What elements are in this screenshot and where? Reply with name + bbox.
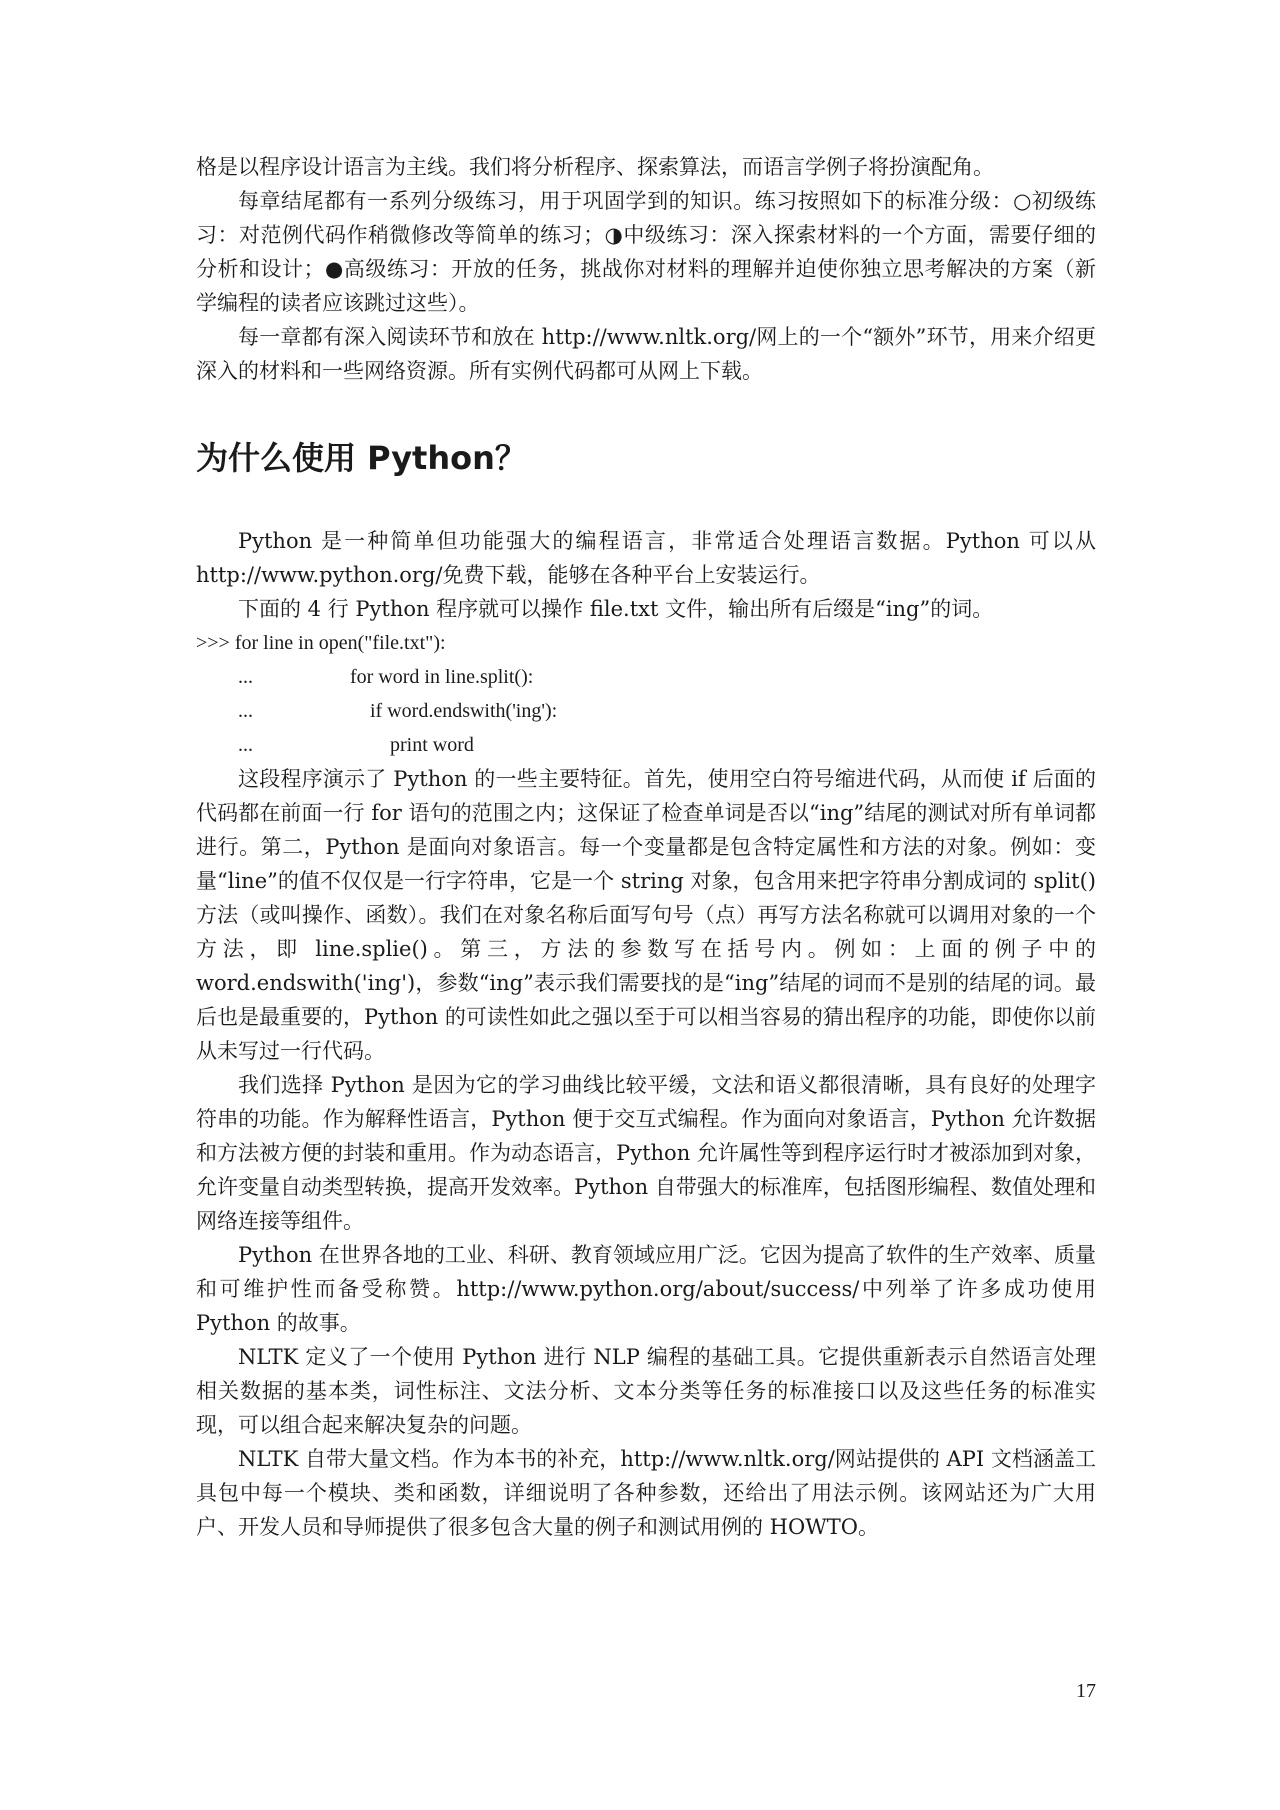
paragraph-program-features: 这段程序演示了 Python 的一些主要特征。首先，使用空白符号缩进代码，从而使 if 后面的代码都在前面一行 for 语句的范围之内；这保证了检查单词是否以“ing”结尾的测试对所有单词都进行。第二，Python 是面向对象语言。每一个变量都是包含特定属性和方法的对象。例如：变量“line”的值不仅仅是一行字符串，它是一个 string 对象，包含用来把字符串分割成词的 split()方法（或叫操作、函数）。我们在对象名称后面写句号（点）再写方法名称就可以调用对象的一个方法，即 line.splie()。第三，方法的参数写在括号内。例如：上面的例子中的 word.endswith('ing')，参数“ing”表示我们需要找的是“ing”结尾的词而不是别的结尾的词。最后也是最重要的，Python 的可读性如此之强以至于可以相当容易的猜出程序的功能，即使你以前从未写过一行代码。	[196, 767, 1096, 1063]
code-prompt-3: ...	[238, 700, 253, 722]
code-prompt-4: ...	[238, 734, 253, 756]
paragraph-why-python: 我们选择 Python 是因为它的学习曲线比较平缓，文法和语义都很清晰，具有良好的处理字符串的功能。作为解释性语言，Python 便于交互式编程。作为面向对象语言，Python 允许数据和方法被方便的封装和重用。作为动态语言，Python 允许属性等到程序运行时才被添加到对象，允许变量自动类型转换，提高开发效率。Python 自带强大的标准库，包括图形编程、数值处理和网络连接等组件。	[196, 1073, 1096, 1233]
paragraph-nltk-docs: NLTK 自带大量文档。作为本书的补充，http://www.nltk.org/网站提供的 API 文档涵盖工具包中每一个模块、类和函数，详细说明了各种参数，还给出了用法示例。该网站还为广大用户、开发人员和导师提供了很多包含大量的例子和测试用例的 HOWTO。	[196, 1447, 1096, 1539]
paragraph-continuation: 格是以程序设计语言为主线。我们将分析程序、探索算法，而语言学例子将扮演配角。	[196, 155, 994, 179]
section-title: 为什么使用 Python？	[196, 439, 527, 477]
page-body	[196, 150, 1096, 1544]
paragraph-further-reading: 每一章都有深入阅读环节和放在 http://www.nltk.org/网上的一个“额外”环节，用来介绍更深入的材料和一些网络资源。所有实例代码都可从网上下载。	[196, 325, 1096, 383]
code-line-3: if word.endswith('ing'):	[330, 700, 558, 722]
paragraph-code-intro: 下面的 4 行 Python 程序就可以操作 file.txt 文件，输出所有后缀是“ing”的词。	[238, 597, 994, 621]
paragraph-python-usage: Python 在世界各地的工业、科研、教育领域应用广泛。它因为提高了软件的生产效率、质量和可维护性而备受称赞。http://www.python.org/about/success/中列举了许多成功使用 Python 的故事。	[196, 1243, 1096, 1335]
code-prompt-2: ...	[238, 666, 253, 688]
paragraph-exercises: 每章结尾都有一系列分级练习，用于巩固学到的知识。练习按照如下的标准分级：○初级练习：对范例代码作稍微修改等简单的练习；◑中级练习：深入探索材料的一个方面，需要仔细的分析和设计；●高级练习：开放的任务，挑战你对材料的理解并迫使你独立思考解决的方案（新学编程的读者应该跳过这些）。	[196, 189, 1096, 315]
code-line-2: for word in line.split():	[330, 666, 534, 688]
code-block	[196, 626, 1096, 762]
page-number: 17	[1076, 1680, 1096, 1702]
paragraph-python-intro: Python 是一种简单但功能强大的编程语言，非常适合处理语言数据。Python 可以从 http://www.python.org/免费下载，能够在各种平台上安装运行。	[196, 529, 1096, 587]
code-line-1: >>> for line in open("file.txt"):	[196, 632, 446, 654]
code-line-4: print word	[330, 734, 474, 756]
paragraph-nltk-tools: NLTK 定义了一个使用 Python 进行 NLP 编程的基础工具。它提供重新表示自然语言处理相关数据的基本类，词性标注、文法分析、文本分类等任务的标准接口以及这些任务的标准实现，可以组合起来解决复杂的问题。	[196, 1345, 1096, 1437]
